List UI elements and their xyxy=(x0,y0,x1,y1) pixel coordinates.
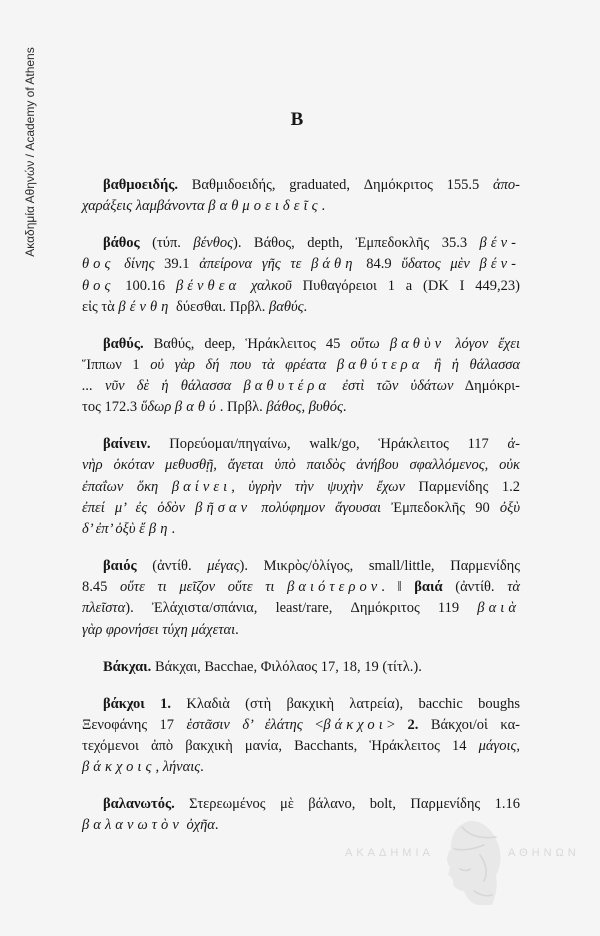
quoted-text: ὀχῆα xyxy=(182,817,215,834)
quoted-text: βαθύς xyxy=(269,298,304,315)
entry-text: . xyxy=(200,759,204,776)
spaced-keyword: βάθη xyxy=(311,256,357,273)
entry-text: . xyxy=(303,298,308,315)
entry-text: Βάκχαι, Bacchae, Φιλόλαος 17, 18, 19 (τίτλ.). xyxy=(151,658,422,675)
entry-line xyxy=(82,233,520,254)
entry-line xyxy=(82,397,520,418)
entry-text: < xyxy=(315,716,324,733)
lexicon-entry xyxy=(82,175,520,217)
quoted-text: οὕτω xyxy=(350,335,390,352)
quoted-text: οὔτε τι μεῖζον οὔτε τι xyxy=(120,579,288,596)
quoted-text: χαράξεις λαμβάνοντα xyxy=(82,198,209,215)
spaced-keyword: ἔβη xyxy=(139,521,172,538)
spaced-keyword: βέν- xyxy=(479,235,520,252)
bold-term: βαιά xyxy=(414,579,443,596)
entry-text: (ἀντίθ. xyxy=(136,558,208,574)
quoted-text: δ’ ἐπ’ ὀξὺ xyxy=(82,521,140,538)
entry-line xyxy=(82,794,520,815)
entry-line xyxy=(82,598,520,619)
entry-text: . ‖ xyxy=(381,579,415,596)
entry-text: τεχόμενοι ἀπὸ βακχικὴ μανία, Bacchants, Ἡράκλειτος 14 xyxy=(82,737,479,754)
quoted-text: ἢ ἡ θάλασσα xyxy=(423,356,521,373)
entry-text: Ἐμπεδοκλῆς 90 xyxy=(381,499,500,516)
quoted-text: δίνης xyxy=(114,256,155,273)
entry-line xyxy=(82,736,520,757)
bold-term: βαιός xyxy=(103,558,137,574)
watermark-text-right: ΑΘΗΝΩΝ xyxy=(508,847,580,859)
entry-line xyxy=(82,498,520,519)
quoted-text: ἑστᾶσιν δ’ ἐλάτης xyxy=(186,716,316,733)
entry-text: ). Βάθος, depth, Ἐμπεδοκλῆς 35.3 xyxy=(233,235,480,252)
entry-text: . xyxy=(171,521,176,538)
entry-text: Στερεωμένος μὲ βάλανο, bolt, Παρμενίδης 1.16 xyxy=(174,796,520,813)
lexicon-entry xyxy=(82,694,520,779)
bold-term: βάκχοι 1. xyxy=(103,695,172,712)
entry-text: 8.45 xyxy=(82,579,121,596)
entry-line xyxy=(82,355,520,376)
entry-text: (τύπ. xyxy=(139,235,194,252)
entry-text: Παρμενίδης 1.2 xyxy=(404,478,520,495)
lexicon-entry xyxy=(82,657,520,678)
spaced-keyword: βάκχοι xyxy=(323,716,387,733)
entry-text: 39.1 xyxy=(154,256,200,273)
entry-line xyxy=(82,297,520,318)
spaced-keyword: θος xyxy=(82,256,115,273)
lexicon-entry xyxy=(82,556,520,641)
entry-text: Ἵππων 1 xyxy=(82,356,151,373)
entry-text: . xyxy=(342,399,347,416)
bold-term: 2. xyxy=(395,716,419,733)
entry-text: Δημόκρι- xyxy=(453,378,521,395)
quoted-text: ... νῦν δὲ ἡ θάλασσα xyxy=(82,378,244,395)
lexicon-entry xyxy=(82,233,520,318)
spaced-keyword: βαθυτέρα xyxy=(243,378,331,395)
entry-line xyxy=(82,556,520,577)
entry-line xyxy=(82,577,520,598)
spaced-keyword: βαθύ xyxy=(174,399,220,416)
watermark-text-left: ΑΚΑΔΗΜΙΑ xyxy=(345,847,434,859)
quoted-text: ἐπαΐων ὅκη xyxy=(82,478,172,495)
entry-text: Βάκχοι/οἱ κα- xyxy=(418,716,520,733)
bold-term: βάθος xyxy=(103,235,140,252)
bold-term: βαθύς. xyxy=(103,335,144,352)
entry-text: Ξενοφάνης 17 xyxy=(82,716,187,733)
entry-line xyxy=(82,196,520,217)
entry-text: . Πρβλ. xyxy=(219,399,267,416)
quoted-text: , ὑγρὴν τὴν ψυχὴν ἔχων xyxy=(231,478,405,495)
entry-text: Βαθύς, deep, Ἡράκλειτος 45 xyxy=(143,335,351,352)
spaced-keyword: βαθύτερα xyxy=(336,356,424,373)
entry-text: ). Ἐλάχιστα/σπάνια, least/rare, Δημόκριτος 119 xyxy=(125,600,478,617)
entry-text: ). Μικρὸς/ὀλίγος, small/little, Παρμενίδης xyxy=(239,558,521,574)
quoted-text: μέγας xyxy=(207,558,240,574)
lexicon-entry xyxy=(82,794,520,836)
entry-line xyxy=(82,657,520,678)
spaced-keyword: θος xyxy=(82,277,115,294)
side-credit-text: Ακαδημία Αθηνών / Academy of Athens xyxy=(23,47,37,257)
quoted-text: πλεῖστα xyxy=(82,600,126,617)
quoted-text: βένθος xyxy=(193,235,233,252)
entry-text: Πορεύομαι/πηγαίνω, walk/go, Ἡράκλειτος 117 xyxy=(150,436,508,453)
entry-line xyxy=(82,757,520,778)
quoted-text: οὐ γὰρ δή που τὰ φρέατα xyxy=(150,356,337,373)
entry-line xyxy=(82,815,520,836)
spaced-keyword: βῆσαν xyxy=(195,499,252,516)
entry-line xyxy=(82,175,520,196)
entry-text: . xyxy=(214,817,219,834)
entry-line xyxy=(82,620,520,641)
bold-term: βαλανωτός. xyxy=(103,796,175,813)
quoted-text: ὕδωρ xyxy=(140,399,175,416)
entry-line xyxy=(82,334,520,355)
spaced-keyword: βένθεα xyxy=(175,277,241,294)
entry-text: δύεσθαι. Πρβλ. xyxy=(172,298,270,315)
entry-text: 100.16 xyxy=(114,277,176,294)
entry-text: εἰς τὰ xyxy=(82,298,119,315)
section-letter: Β xyxy=(290,109,304,130)
quoted-text: ἀπείρονα γῆς τε xyxy=(199,256,312,273)
entry-text: (ἀντίθ. xyxy=(442,579,508,596)
entry-line xyxy=(82,519,520,540)
entry-line xyxy=(82,434,520,455)
spaced-keyword: βένθη xyxy=(118,298,173,315)
spaced-keyword: βαίνει xyxy=(171,478,232,495)
entry-line xyxy=(82,376,520,397)
quoted-text: μάγοις, xyxy=(478,737,520,754)
quoted-text: λόγον ἔχει xyxy=(445,335,520,352)
entry-text: Κλαδιὰ (στὴ βακχικὴ λατρεία), bacchic boughs xyxy=(171,695,520,712)
quoted-text: τὰ xyxy=(507,579,520,596)
lexicon-entry xyxy=(82,434,520,540)
spaced-keyword: βέν- xyxy=(479,256,520,273)
lexicon-entry xyxy=(82,334,520,419)
entry-line xyxy=(82,715,520,736)
spaced-keyword: βαιότερον xyxy=(287,579,382,596)
quoted-text: ἀπο- xyxy=(493,177,520,193)
entry-line xyxy=(82,276,520,297)
spaced-keyword: βαθμοειδεῖς xyxy=(208,198,322,215)
bold-term: Βάκχαι. xyxy=(103,658,152,675)
entry-text: . xyxy=(321,198,326,215)
entry-line xyxy=(82,254,520,275)
entry-text: Πυθαγόρειοι 1 a (DK I 449,23) xyxy=(291,277,521,294)
bold-term: βαίνειν. xyxy=(103,436,151,453)
quoted-text: , λήναις xyxy=(155,759,201,776)
entry-line xyxy=(82,455,520,476)
quoted-text: πολύφημον ἄγουσαι xyxy=(251,499,382,516)
quoted-text: γὰρ φρονήσει τύχη μάχεται xyxy=(82,621,236,638)
quoted-text: ἐπεί μ’ ἐς ὁδὸν xyxy=(82,499,196,516)
entry-text: . xyxy=(235,621,239,638)
quoted-text: βάθος, βυθός xyxy=(266,399,343,416)
spaced-keyword: βάκχοις xyxy=(82,759,156,776)
spaced-keyword: βαλανωτὸν xyxy=(82,817,183,834)
spaced-keyword: βαθὺν xyxy=(389,335,446,352)
quoted-text: ὀξὺ xyxy=(499,499,520,516)
quoted-text: χαλκοῦ xyxy=(240,277,292,294)
entry-text: τος 172.3 xyxy=(82,399,141,416)
bold-term: βαθμοειδής. xyxy=(103,177,178,193)
quoted-text: νὴρ ὁκόταν μεθυσθῇ, ἄγεται ὑπὸ παιδὸς ἀνήβου σφαλλόμενος, οὐκ xyxy=(82,457,520,474)
spaced-keyword: βαιὰ xyxy=(477,600,520,617)
entry-line xyxy=(82,694,520,715)
quoted-text: ὕδατος μὲν xyxy=(401,256,480,273)
entry-text: 84.9 xyxy=(356,256,402,273)
quoted-text: ἐστὶ τῶν ὑδάτων xyxy=(330,378,454,395)
quoted-text: ἀ- xyxy=(507,436,520,453)
entry-text: > xyxy=(386,716,396,733)
lexicon-entries xyxy=(82,175,520,836)
entry-line xyxy=(82,477,520,498)
entry-text: Βαθμιδοειδής, graduated, Δημόκριτος 155.5 xyxy=(177,177,494,193)
